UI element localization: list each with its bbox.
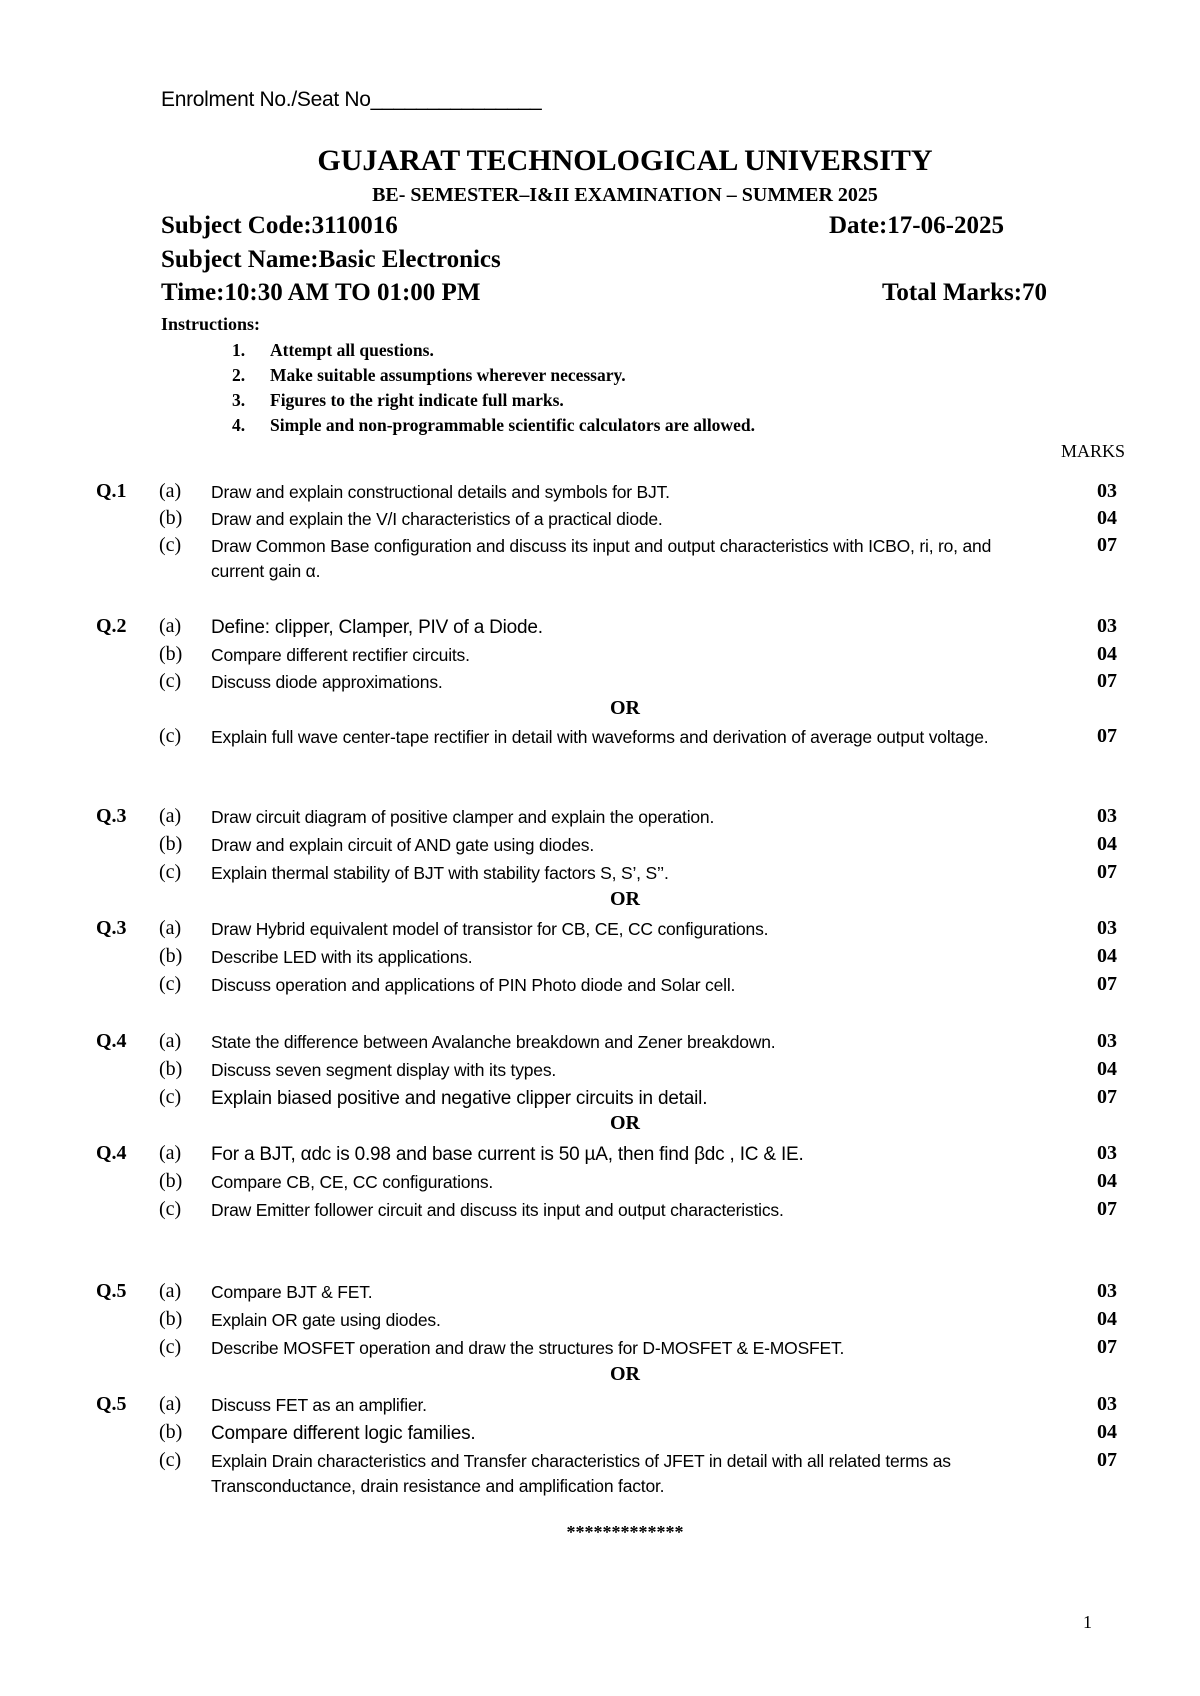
question-text: Define: clipper, Clamper, PIV of a Diode. — [211, 617, 543, 638]
question-marks: 03 — [1097, 480, 1117, 502]
question-number: Q.4 — [96, 1142, 127, 1164]
sub-question-label: (a) — [159, 615, 182, 637]
question-marks: 03 — [1097, 1280, 1117, 1302]
question-number: Q.4 — [96, 1030, 127, 1052]
question-text: Explain biased positive and negative clipper circuits in detail. — [211, 1088, 708, 1109]
question-text: Draw Emitter follower circuit and discuss its input and output characteristics. — [211, 1200, 784, 1220]
question-text: State the difference between Avalanche breakdown and Zener breakdown. — [211, 1032, 776, 1052]
or-separator: OR — [610, 697, 640, 719]
or-separator: OR — [610, 888, 640, 910]
question-number: Q.2 — [96, 615, 127, 637]
question-text: Discuss diode approximations. — [211, 672, 443, 692]
sub-question-label: (b) — [159, 833, 183, 855]
question-text: Compare CB, CE, CC configurations. — [211, 1172, 494, 1192]
question-text: Describe LED with its applications. — [211, 947, 473, 967]
question-text: Discuss seven segment display with its types. — [211, 1060, 557, 1080]
question-marks: 04 — [1097, 833, 1117, 855]
sub-question-label: (a) — [159, 1393, 182, 1415]
question-marks: 04 — [1097, 643, 1117, 665]
question-marks: 07 — [1097, 1086, 1117, 1108]
question-marks: 07 — [1097, 1449, 1117, 1471]
question-text: Draw and explain constructional details and symbols for BJT. — [211, 482, 670, 502]
question-marks: 03 — [1097, 917, 1117, 939]
question-text: Compare different rectifier circuits. — [211, 645, 470, 665]
question-text: Draw Common Base configuration and discuss its input and output characteristics with ICBO, ri, ro, and current gain α. — [211, 536, 992, 581]
instruction-item: 3. Figures to the right indicate full marks. — [232, 390, 564, 410]
question-text: Draw and explain the V/I characteristics of a practical diode. — [211, 509, 663, 529]
question-marks: 07 — [1097, 1336, 1117, 1358]
or-separator: OR — [610, 1112, 640, 1134]
question-number: Q.3 — [96, 805, 127, 827]
question-marks: 07 — [1097, 973, 1117, 995]
question-text: Draw and explain circuit of AND gate using diodes. — [211, 835, 594, 855]
subject-name: Subject Name:Basic Electronics — [161, 246, 501, 273]
question-marks: 04 — [1097, 1170, 1117, 1192]
question-text: Explain thermal stability of BJT with stability factors S, S’, S’’. — [211, 863, 669, 883]
question-text: Draw Hybrid equivalent model of transistor for CB, CE, CC configurations. — [211, 919, 769, 939]
sub-question-label: (a) — [159, 1142, 182, 1164]
question-marks: 04 — [1097, 1421, 1117, 1443]
question-number: Q.3 — [96, 917, 127, 939]
sub-question-label: (b) — [159, 1170, 183, 1192]
sub-question-label: (c) — [159, 725, 182, 747]
sub-question-label: (c) — [159, 1198, 182, 1220]
question-marks: 03 — [1097, 1030, 1117, 1052]
sub-question-label: (c) — [159, 973, 182, 995]
instructions-list — [232, 338, 755, 438]
page-number: 1 — [1083, 1612, 1092, 1632]
or-separator: OR — [610, 1363, 640, 1385]
exam-time: Time:10:30 AM TO 01:00 PM — [161, 279, 481, 306]
question-number: Q.1 — [96, 480, 127, 502]
sub-question-label: (c) — [159, 670, 182, 692]
sub-question-label: (a) — [159, 1030, 182, 1052]
sub-question-label: (c) — [159, 861, 182, 883]
sub-question-label: (b) — [159, 643, 183, 665]
question-text: Discuss operation and applications of PIN Photo diode and Solar cell. — [211, 975, 736, 995]
university-title: GUJARAT TECHNOLOGICAL UNIVERSITY — [317, 144, 933, 177]
question-marks: 07 — [1097, 534, 1117, 556]
question-marks: 04 — [1097, 507, 1117, 529]
sub-question-label: (a) — [159, 480, 182, 502]
sub-question-label: (c) — [159, 1086, 182, 1108]
sub-question-label: (c) — [159, 534, 182, 556]
exam-date: Date:17-06-2025 — [829, 212, 1004, 239]
question-text: Discuss FET as an amplifier. — [211, 1395, 427, 1415]
instruction-item: 4. Simple and non-programmable scientific calculators are allowed. — [232, 415, 755, 435]
question-text: Compare different logic families. — [211, 1423, 476, 1444]
sub-question-label: (a) — [159, 1280, 182, 1302]
sub-question-label: (b) — [159, 1308, 183, 1330]
question-marks: 07 — [1097, 1198, 1117, 1220]
question-text: Explain OR gate using diodes. — [211, 1310, 441, 1330]
question-marks: 03 — [1097, 1142, 1117, 1164]
sub-question-label: (a) — [159, 805, 182, 827]
question-marks: 07 — [1097, 725, 1117, 747]
question-marks: 03 — [1097, 615, 1117, 637]
question-marks: 03 — [1097, 1393, 1117, 1415]
question-text: For a BJT, αdc is 0.98 and base current is 50 µA, then find βdc , IC & IE. — [211, 1144, 804, 1165]
total-marks: Total Marks:70 — [882, 279, 1048, 306]
question-marks: 04 — [1097, 945, 1117, 967]
enrolment-line: Enrolment No./Seat No_______________ — [161, 88, 542, 111]
question-marks: 07 — [1097, 670, 1117, 692]
instruction-item: 2. Make suitable assumptions wherever necessary. — [232, 365, 626, 385]
question-number: Q.5 — [96, 1280, 127, 1302]
sub-question-label: (c) — [159, 1336, 182, 1358]
question-text: Describe MOSFET operation and draw the structures for D-MOSFET & E-MOSFET. — [211, 1338, 845, 1358]
sub-question-label: (b) — [159, 945, 183, 967]
sub-question-label: (a) — [159, 917, 182, 939]
sub-question-label: (c) — [159, 1449, 182, 1471]
question-text: Draw circuit diagram of positive clamper and explain the operation. — [211, 807, 715, 827]
question-text: Explain Drain characteristics and Transfer characteristics of JFET in detail with all related terms as Transconductance, drain resistance and amplification factor. — [211, 1451, 951, 1496]
question-marks: 03 — [1097, 805, 1117, 827]
question-marks: 04 — [1097, 1058, 1117, 1080]
question-number: Q.5 — [96, 1393, 127, 1415]
subject-code: Subject Code:3110016 — [161, 212, 398, 239]
sub-question-label: (b) — [159, 1421, 183, 1443]
question-text: Explain full wave center-tape rectifier in detail with waveforms and derivation of average output voltage. — [211, 727, 989, 747]
question-marks: 07 — [1097, 861, 1117, 883]
instruction-item: 1. Attempt all questions. — [232, 340, 434, 360]
end-marker: ************* — [566, 1522, 684, 1542]
question-text: Compare BJT & FET. — [211, 1282, 373, 1302]
instructions-title: Instructions: — [161, 314, 261, 334]
marks-header: MARKS — [1061, 441, 1126, 461]
sub-question-label: (b) — [159, 507, 183, 529]
exam-title: BE- SEMESTER–I&II EXAMINATION – SUMMER 2025 — [372, 184, 878, 206]
sub-question-label: (b) — [159, 1058, 183, 1080]
question-marks: 04 — [1097, 1308, 1117, 1330]
